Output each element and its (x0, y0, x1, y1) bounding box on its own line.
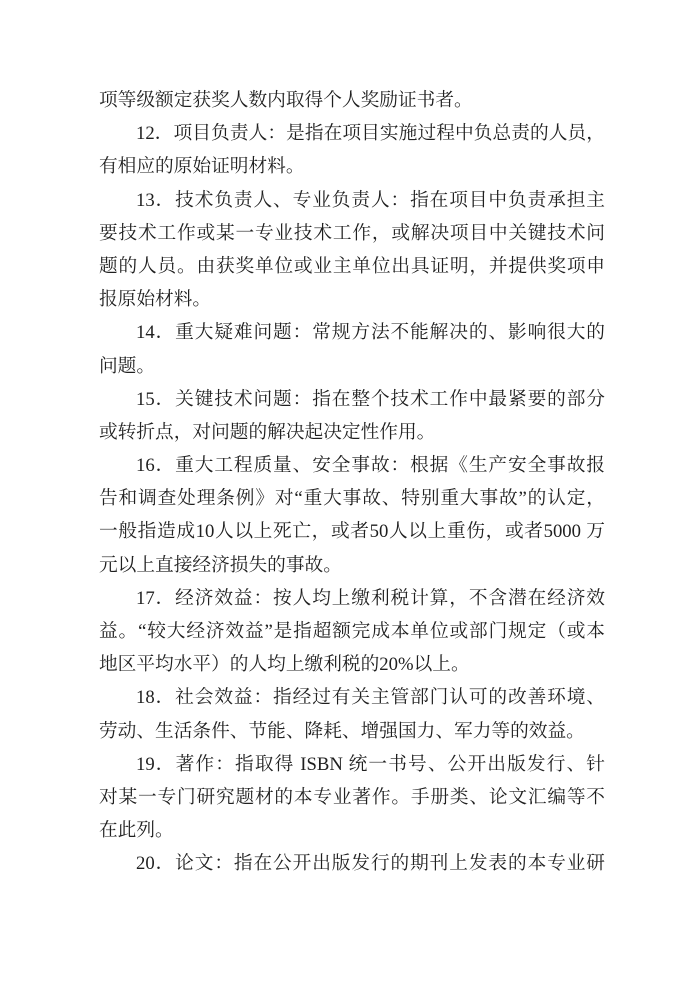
text-line: 18．社会效益：指经过有关主管部门认可的改善环境、 (136, 687, 605, 709)
text-line: 题的人员。由获奖单位或业主单位出具证明，并提供奖项申 (99, 255, 605, 277)
document-text-block (99, 84, 605, 881)
text-line: 13．技术负责人、专业负责人：指在项目中负责承担主 (136, 189, 605, 211)
text-line: 19．著作：指取得 ISBN 统一书号、公开出版发行、针 (136, 753, 605, 775)
text-line: 或转折点，对问题的解决起决定性作用。 (99, 421, 436, 443)
text-line: 报原始材料。 (99, 289, 212, 311)
text-line: 14．重大疑难问题：常规方法不能解决的、影响很大的 (136, 322, 605, 344)
text-line: 20．论文：指在公开出版发行的期刊上发表的本专业研 (136, 853, 605, 875)
text-line: 告和调查处理条例》对“重大事故、特别重大事故”的认定， (99, 488, 605, 510)
text-line: 16．重大工程质量、安全事故：根据《生产安全事故报 (136, 455, 605, 477)
text-line: 问题。 (99, 355, 156, 377)
text-line: 对某一专门研究题材的本专业著作。手册类、论文汇编等不 (99, 786, 605, 808)
text-line: 劳动、生活条件、节能、降耗、增强国力、军力等的效益。 (99, 720, 585, 742)
text-line: 17．经济效益：按人均上缴利税计算，不含潜在经济效 (136, 587, 605, 609)
text-line: 在此列。 (99, 820, 174, 842)
text-line: 一般指造成10人以上死亡，或者50人以上重伤，或者5000 万 (99, 521, 605, 543)
text-line: 项等级额定获奖人数内取得个人奖励证书者。 (99, 90, 473, 111)
text-line: 12．项目负责人：是指在项目实施过程中负总责的人员， (136, 123, 605, 145)
text-line: 有相应的原始证明材料。 (99, 156, 305, 178)
text-line: 元以上直接经济损失的事故。 (99, 554, 342, 576)
text-line: 益。“较大经济效益”是指超额完成本单位或部门规定（或本 (99, 621, 605, 642)
text-line: 地区平均水平）的人均上缴利税的20%以上。 (99, 654, 470, 676)
text-line: 15．关键技术问题：指在整个技术工作中最紧要的部分 (136, 388, 605, 410)
text-line: 要技术工作或某一专业技术工作，或解决项目中关键技术问 (99, 222, 605, 244)
